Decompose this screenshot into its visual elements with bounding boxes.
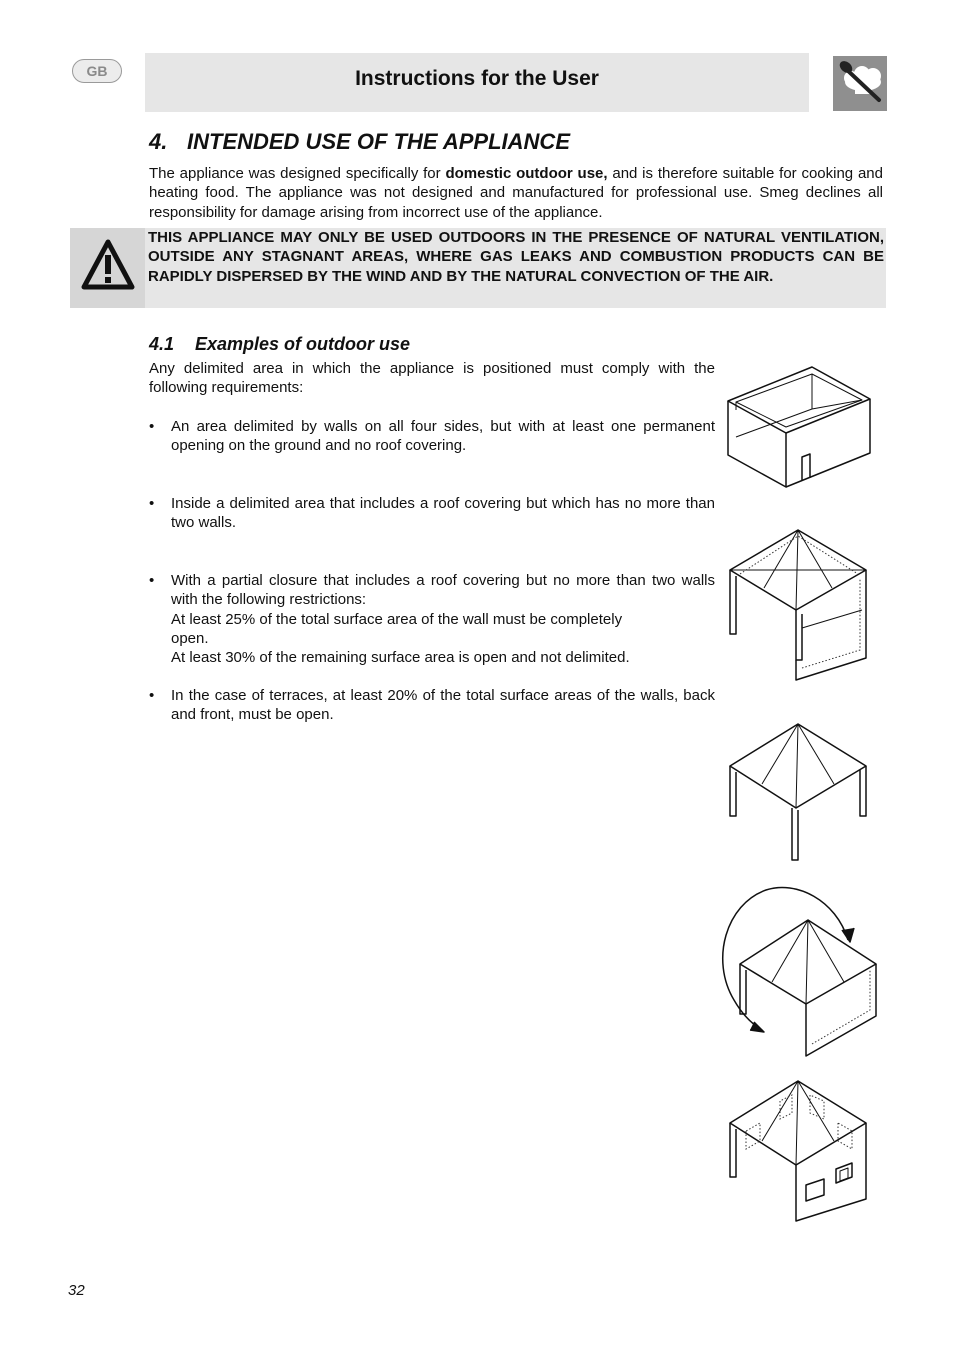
intro-text-bold: domestic outdoor use, <box>445 165 608 182</box>
list-item-restriction-2: At least 30% of the remaining surface area is open and not delimited. <box>171 649 630 667</box>
chef-logo <box>833 56 887 111</box>
requirements-intro: Any delimited area in which the appliance is positioned must comply with the following requirements: <box>149 360 715 397</box>
intro-paragraph <box>149 164 883 222</box>
bullet-glyph: • <box>149 495 155 512</box>
roofed-posts-illustration <box>726 722 870 864</box>
rotation-arrow-enclosure-illustration <box>716 880 884 1062</box>
warning-icon-cell <box>70 228 145 308</box>
roofed-two-walls-illustration <box>726 528 870 684</box>
bullet-glyph: • <box>149 418 155 435</box>
warning-box <box>70 228 886 308</box>
section-title <box>149 129 570 155</box>
enclosure-open-top-illustration <box>724 365 874 491</box>
intro-text-after: and is therefore suitable for cooking and heating food. The appliance was not designed and manufactured for professional use. Smeg declines all responsibility for damage arising from incorrect use of the appliance. <box>149 165 883 221</box>
section-title-text: INTENDED USE OF THE APPLIANCE <box>187 129 570 154</box>
warning-triangle-icon <box>80 237 136 295</box>
list-item-text: An area delimited by walls on all four sides, but with at least one permanent opening on the ground and no roof covering. <box>171 418 715 455</box>
list-item-text: Inside a delimited area that includes a roof covering but which has no more than two walls. <box>171 495 715 532</box>
bullet-glyph: • <box>149 572 155 589</box>
list-item <box>149 494 715 533</box>
section-number: 4. <box>149 129 168 154</box>
list-item-restriction-1: At least 25% of the total surface area of the wall must be completely open. <box>171 610 623 647</box>
page-number: 32 <box>68 1282 85 1299</box>
list-item-text: In the case of terraces, at least 20% of the total surface areas of the walls, back and front, must be open. <box>171 687 715 724</box>
list-item <box>149 686 715 725</box>
subsection-title <box>149 334 410 355</box>
list-item <box>149 571 715 667</box>
list-item-text: With a partial closure that includes a roof covering but no more than two walls with the following restrictions: <box>171 572 715 609</box>
bullet-glyph: • <box>149 687 155 704</box>
subsection-number: 4.1 <box>149 334 175 354</box>
chef-spoon-icon <box>833 56 887 111</box>
list-item <box>149 417 715 456</box>
language-badge: GB <box>72 59 122 83</box>
warning-text: THIS APPLIANCE MAY ONLY BE USED OUTDOORS IN THE PRESENCE OF NATURAL VENTILATION, OUTSIDE ANY STAGNANT AREAS, WHERE GAS LEAKS AND COMBUSTION PRODUCTS CAN BE RAPIDLY DISPERSED BY THE WIND AND BY THE NATURAL CONVECTION OF THE AIR. <box>148 229 884 285</box>
subsection-title-text: Examples of outdoor use <box>195 334 411 354</box>
header-bar <box>145 53 809 112</box>
terrace-windows-illustration <box>726 1079 870 1225</box>
header-title: Instructions for the User <box>355 67 599 90</box>
intro-text-before: The appliance was designed specifically for <box>149 165 446 182</box>
